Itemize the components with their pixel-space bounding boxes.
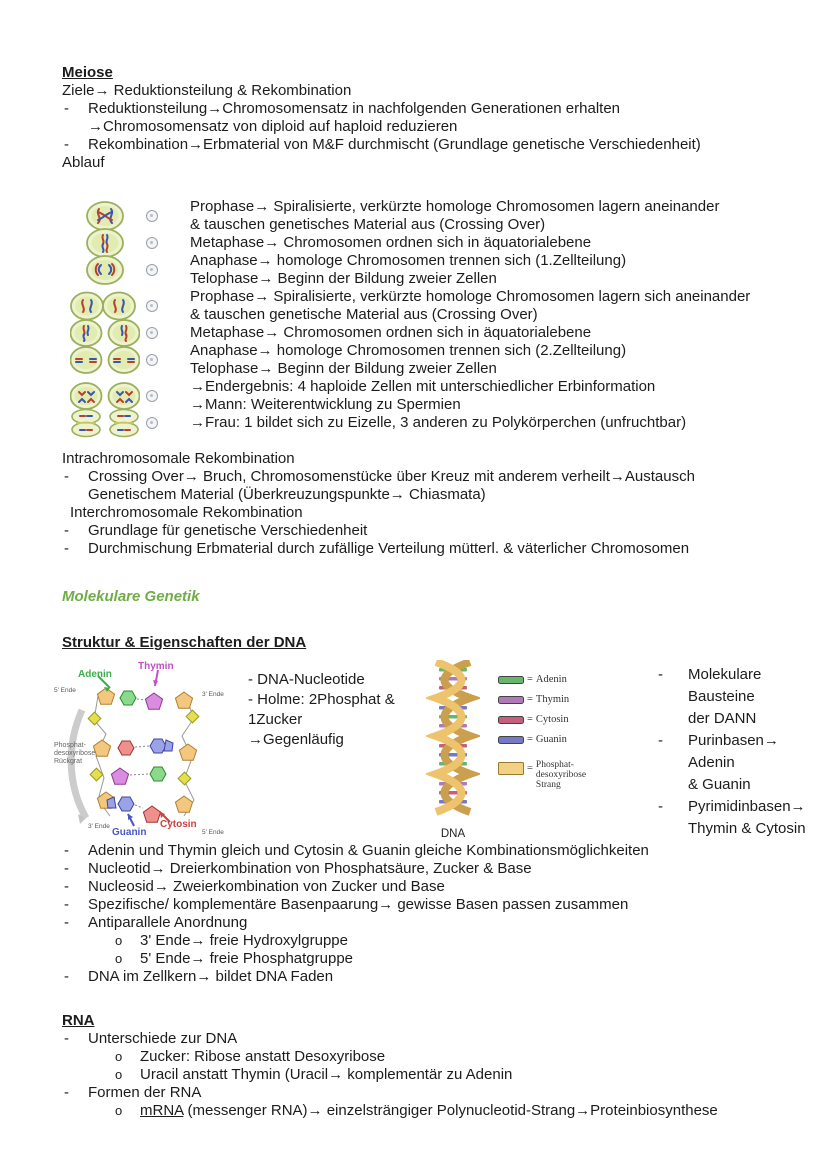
guanin-label: Guanin [112, 827, 147, 838]
bullet-text: Nucleosid→ Zweierkombination von Zucker und Base [88, 878, 445, 895]
bullet-dash: - [658, 666, 663, 683]
strand-swatch-icon [498, 762, 524, 775]
stage-bullet-icon [146, 327, 158, 339]
stage-row [62, 234, 798, 252]
dna-properties-list [62, 842, 798, 986]
bullet-circle: o [115, 933, 123, 948]
stage-text-line: →Frau: 1 bildet sich zu Eizelle, 3 anderen zu Polykörperchen (unfruchtbar) [190, 414, 687, 431]
bullet-text: 5' Ende→ freie Phosphatgruppe [140, 950, 354, 967]
bullet-text: Molekulare Bausteine [688, 666, 762, 705]
bullet-item [62, 522, 798, 540]
bullet-text: Rekombination→Erbmaterial von M&F durchmischt (Grundlage genetische Verschiedenheit) [88, 136, 701, 153]
sub-bullet-item [62, 1066, 798, 1084]
nucleotide-notes [234, 658, 418, 834]
stage-text-line: Anaphase→ homologe Chromosomen trennen sich (1.Zellteilung) [190, 252, 627, 269]
bullet-item [658, 730, 806, 796]
stage-text-line: Anaphase→ homologe Chromosomen trennen sich (2.Zellteilung) [190, 342, 627, 359]
bullet-item [62, 1030, 798, 1048]
bullet-text: Durchmischung Erbmaterial durch zufällige Verteilung mütterl. & väterlicher Chromosomen [88, 540, 690, 557]
stage-text-line: Prophase→ Spiralisierte, verkürzte homologe Chromosomen lagern aneinander [190, 198, 720, 215]
bullet-item [62, 1084, 798, 1102]
cells-dividing-icon [62, 414, 190, 432]
legend-item [498, 690, 644, 710]
dna-nucleotide-figure [54, 658, 234, 838]
stage-text-line: →Mann: Weiterentwicklung zu Spermien [190, 396, 461, 413]
adenin-label: Adenin [78, 669, 112, 680]
guanin-swatch-icon [498, 736, 524, 744]
helix-caption: DNA [440, 828, 466, 840]
stage-text-line: Metaphase→ Chromosomen ordnen sich in äquatorialebene [190, 324, 592, 341]
bullet-dash: - [64, 1030, 69, 1047]
bullet-circle: o [115, 951, 123, 966]
cell-metaphase1-icon [62, 234, 190, 252]
bullet-item [62, 896, 798, 914]
bullet-text: Spezifische/ komplementäre Basenpaarung→ gewisse Basen passen zusammen [88, 896, 629, 913]
note-line: 1Zucker [248, 711, 303, 728]
bullet-text: DNA im Zellkern→ bildet DNA Faden [88, 968, 334, 985]
stage-row [62, 324, 798, 342]
bullet-circle: o [115, 1067, 123, 1082]
bullet-text: Uracil anstatt Thymin (Uracil→ komplementär zu Adenin [140, 1066, 513, 1083]
bullet-item [658, 664, 806, 730]
legend-eq: = [527, 734, 533, 745]
sub-bullet-item [62, 950, 798, 968]
bullet-text: (messenger RNA)→ einzelsträngiger Polynucleotid-Strang→Proteinbiosynthese [183, 1102, 718, 1119]
text-line: Genetischem Material (Überkreuzungspunkte→ Chiasmata) [88, 486, 486, 503]
stage-text-line: Metaphase→ Chromosomen ordnen sich in äquatorialebene [190, 234, 592, 251]
bullet-item [62, 100, 798, 118]
stage-row [62, 342, 798, 378]
bullet-text: Antiparallele Anordnung [88, 914, 248, 931]
bullet-item [62, 878, 798, 896]
bullet-dash: - [64, 842, 69, 859]
bullet-dash: - [64, 468, 69, 485]
bullet-text: Reduktionsteilung→Chromosomensatz in nachfolgenden Generationen erhalten [88, 100, 621, 117]
bullet-text: Purinbasen→ Adenin [688, 732, 779, 771]
legend-label: Cytosin [535, 714, 569, 725]
legend-eq: = [527, 714, 533, 725]
bullet-dash: - [64, 136, 69, 153]
meiose-title: Meiose [62, 64, 113, 81]
text-line: Ziele→ Reduktionsteilung & Rekombination [62, 82, 352, 99]
stage-bullet-icon [146, 300, 158, 312]
bullet-text: Zucker: Ribose anstatt Desoxyribose [140, 1048, 386, 1065]
stage-row [62, 288, 798, 324]
stage-bullet-icon [146, 354, 158, 366]
ende5-label: 5' Ende [202, 829, 224, 836]
text-line: Ablauf [62, 154, 105, 171]
legend-label: Guanin [535, 734, 567, 745]
stage-text-line: →Endergebnis: 4 haploide Zellen mit unterschiedlicher Erbinformation [190, 378, 656, 395]
bullet-text: Nucleotid→ Dreierkombination von Phosphatsäure, Zucker & Base [88, 860, 532, 877]
bausteine-notes [644, 658, 806, 837]
dna-figures-row [54, 658, 806, 840]
stage-row [62, 198, 798, 234]
thymin-swatch-icon [498, 696, 524, 704]
bullet-dash: - [64, 540, 69, 557]
sub-bullet-item [62, 932, 798, 950]
stage-text-line: & tauschen genetisches Material aus (Crossing Over) [190, 216, 546, 233]
bullet-item [62, 842, 798, 860]
bullet-text: Grundlage für genetische Verschiedenheit [88, 522, 368, 539]
bullet-text: Formen der RNA [88, 1084, 202, 1101]
rekombination-block [62, 450, 798, 558]
bullet-item [62, 860, 798, 878]
bullet-item [62, 136, 798, 154]
legend-item [498, 670, 644, 690]
stage-text-line: & tauschen genetische Material aus (Crossing Over) [190, 306, 538, 323]
legend-eq: = [527, 674, 533, 685]
stage-bullet-icon [146, 417, 158, 429]
bullet-circle: o [115, 1103, 123, 1118]
bullet-item [62, 914, 798, 932]
legend-item [498, 730, 644, 750]
legend-label: Adenin [535, 674, 567, 685]
bullet-dash: - [64, 522, 69, 539]
mrna-label: mRNA [140, 1102, 184, 1119]
bullet-dash: - [658, 732, 663, 749]
bullet-item [62, 540, 798, 558]
legend-label: Thymin [535, 694, 570, 705]
bullet-item [62, 468, 798, 486]
cytosin-swatch-icon [498, 716, 524, 724]
bullet-dash: - [64, 914, 69, 931]
text-line: →Chromosomensatz von diploid auf haploid reduzieren [88, 118, 458, 135]
bullet-circle: o [115, 1049, 123, 1064]
legend-eq: = [527, 694, 533, 705]
sub-bullet-item [62, 1102, 798, 1120]
ende5-label: 5' Ende [54, 687, 76, 694]
molekulare-genetik-title: Molekulare Genetik [62, 588, 200, 605]
bullet-text: Pyrimidinbasen→ [688, 798, 806, 815]
legend-strand-item [498, 760, 644, 790]
bullet-dash: - [64, 878, 69, 895]
cell-anaphase1-icon [62, 252, 190, 288]
stage-text-line: Prophase→ Spiralisierte, verkürzte homologe Chromosomen lagern sich aneinander [190, 288, 751, 305]
legend-eq: = [527, 763, 533, 774]
bullet-text: der DANN [688, 710, 757, 727]
stage-bullet-icon [146, 210, 158, 222]
bullet-item [62, 968, 798, 986]
ende3-label: 3' Ende [88, 823, 110, 830]
sub-bullet-item [62, 1048, 798, 1066]
stage-bullet-icon [146, 390, 158, 402]
bullet-text: 3' Ende→ freie Hydroxylgruppe [140, 932, 348, 949]
legend-label: Phosphat-desoxyribose Strang [535, 760, 587, 790]
bullet-dash: - [64, 968, 69, 985]
dna-helix-figure [418, 658, 488, 840]
helix-legend [488, 658, 644, 834]
bullet-text: & Guanin [688, 776, 751, 793]
bullet-text: Unterschiede zur DNA [88, 1030, 238, 1047]
rna-title: RNA [62, 1012, 95, 1029]
stage-row [62, 252, 798, 288]
bullet-text: Crossing Over→ Bruch, Chromosomenstücke über Kreuz mit anderem verheilt→Austausch [88, 468, 695, 485]
cells-anaphase2-icon [62, 342, 190, 378]
cell-prophase1-icon [62, 198, 190, 234]
note-line: - Holme: 2Phosphat & [248, 691, 395, 708]
bullet-dash: - [658, 798, 663, 815]
cells-metaphase2-icon [62, 324, 190, 342]
struktur-title: Struktur & Eigenschaften der DNA [62, 634, 307, 651]
adenin-swatch-icon [498, 676, 524, 684]
text-line: Interchromosomale Rekombination [70, 504, 303, 521]
bullet-item [658, 796, 806, 840]
stage-row [62, 378, 798, 414]
backbone-label: Phosphat-desoxyribose Rückgrat [54, 742, 96, 765]
stage-text-line: Telophase→ Beginn der Bildung zweier Zellen [190, 360, 497, 377]
text-line: Intrachromosomale Rekombination [62, 450, 295, 467]
dna-helix-art [426, 660, 480, 818]
note-line: - DNA-Nucleotide [248, 671, 365, 688]
bullet-dash: - [64, 896, 69, 913]
meiosis-stages [62, 198, 798, 432]
stage-text-line: Telophase→ Beginn der Bildung zweier Zellen [190, 270, 497, 287]
note-line: →Gegenläufig [248, 731, 344, 748]
cytosin-label: Cytosin [160, 819, 197, 830]
bullet-dash: - [64, 100, 69, 117]
thymin-label: Thymin [138, 661, 174, 672]
stage-row [62, 414, 798, 432]
legend-item [498, 710, 644, 730]
stage-bullet-icon [146, 237, 158, 249]
stage-bullet-icon [146, 264, 158, 276]
rna-section [62, 1012, 798, 1120]
bullet-dash: - [64, 1084, 69, 1101]
bullet-dash: - [64, 860, 69, 877]
ende3-label: 3' Ende [202, 691, 224, 698]
bullet-text: Thymin & Cytosin [688, 820, 806, 837]
bullet-text: Adenin und Thymin gleich und Cytosin & Guanin gleiche Kombinationsmöglichkeiten [88, 842, 649, 859]
